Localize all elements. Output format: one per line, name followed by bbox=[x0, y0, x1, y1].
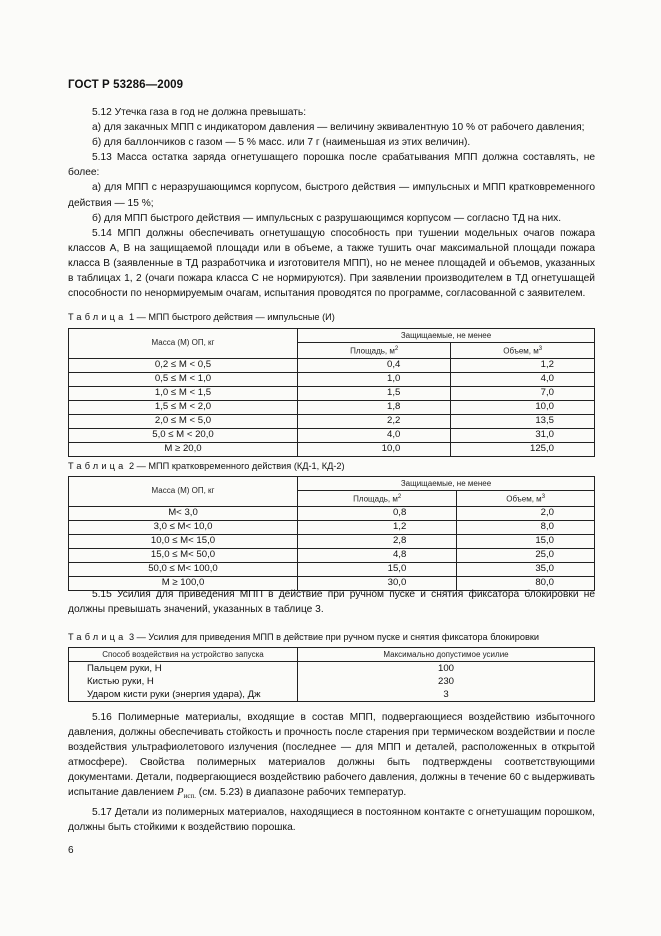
table1 bbox=[68, 328, 595, 457]
table1-row bbox=[69, 386, 595, 400]
table1-cell-mass: 0,2 ≤ М < 0,5 bbox=[69, 358, 298, 372]
table1-cell-volume: 1,2 bbox=[451, 358, 595, 372]
table1-cell-area: 0,4 bbox=[298, 358, 451, 372]
table2-header-area: Площадь, $м^2$ bbox=[298, 491, 457, 507]
table1-cell-volume: 7,0 bbox=[451, 386, 595, 400]
table1-cell-volume: 10,0 bbox=[451, 400, 595, 414]
table2-cell-area: 2,8 bbox=[298, 534, 457, 548]
table2-cell-mass: 15,0 ≤ М< 50,0 bbox=[69, 548, 298, 562]
para-5-12-b: б) для баллончиков с газом — 5 % масс. или 7 г (наименьшая из этих величин). bbox=[92, 137, 471, 149]
table2-row bbox=[69, 548, 595, 562]
table1-header-volume: Объем, $м^3$ bbox=[451, 343, 595, 359]
para-5-14: 5.14 МПП должны обеспечивать огнетушащую способность при тушении модельных очагов пожара классов А, В на защищаемой площади или в объеме, а также тушить очаг максимальной площади пожара класса В (заявленные в ТД разработчика и изготовителя МПП), но не менее площадей и объемов, указанных в таблицах 1, 2 (очаги пожара класса С не нормируются). При заявлении производителем в ТД огнетушащей способности по ненормируемым очагам, испытания проводятся по программе, согласованной с заявителем. bbox=[68, 227, 595, 300]
table2-cell-volume: 15,0 bbox=[457, 534, 595, 548]
table2-header-group: Защищаемые, не менее bbox=[298, 477, 595, 491]
table2-cell-volume: 2,0 bbox=[457, 506, 595, 520]
table1-cell-mass: 1,5 ≤ М < 2,0 bbox=[69, 400, 298, 414]
table3-cell-method: Ударом кисти руки (энергия удара), Дж bbox=[69, 688, 298, 702]
table2-cell-volume: 35,0 bbox=[457, 562, 595, 576]
table2-header-mass: Масса (М) ОП, кг bbox=[69, 477, 298, 507]
page-number: 6 bbox=[68, 845, 74, 856]
pressure-symbol: $P_{исп.}$ bbox=[176, 786, 196, 801]
table3-cell-method: Кистью руки, Н bbox=[69, 675, 298, 688]
table1-header-mass: Масса (М) ОП, кг bbox=[69, 329, 298, 359]
table2-row bbox=[69, 520, 595, 534]
table2-cell-area: 4,8 bbox=[298, 548, 457, 562]
para-5-17: 5.17 Детали из полимерных материалов, находящиеся в постоянном контакте с огнетушащим порошком, должны быть стойкими к воздействию порошка. bbox=[68, 806, 595, 833]
table3 bbox=[68, 647, 595, 702]
table2-cell-mass: 10,0 ≤ М< 15,0 bbox=[69, 534, 298, 548]
table1-row bbox=[69, 414, 595, 428]
table2-caption-word: Таблица bbox=[68, 461, 127, 471]
table3-row bbox=[69, 675, 595, 688]
para-5-13-intro: 5.13 Масса остатка заряда огнетушащего порошка после срабатывания МПП должна составлять, не более: bbox=[68, 152, 595, 179]
table1-row bbox=[69, 400, 595, 414]
table2-cell-mass: М< 3,0 bbox=[69, 506, 298, 520]
table2-cell-area: 30,0 bbox=[298, 576, 457, 590]
table2-cell-volume: 25,0 bbox=[457, 548, 595, 562]
table1-cell-area: 1,0 bbox=[298, 372, 451, 386]
table2-cell-area: 1,2 bbox=[298, 520, 457, 534]
table2-row bbox=[69, 506, 595, 520]
table2-caption-title: 2 — МПП кратковременного действия (КД-1, КД-2) bbox=[129, 461, 345, 471]
table2-cell-area: 15,0 bbox=[298, 562, 457, 576]
table2-cell-mass: 50,0 ≤ М< 100,0 bbox=[69, 562, 298, 576]
table1-cell-mass: 5,0 ≤ М < 20,0 bbox=[69, 428, 298, 442]
table2-caption bbox=[68, 461, 345, 471]
table1-cell-area: 10,0 bbox=[298, 442, 451, 456]
table1-caption bbox=[68, 312, 335, 322]
table1-cell-area: 1,8 bbox=[298, 400, 451, 414]
table1-cell-mass: 1,0 ≤ М < 1,5 bbox=[69, 386, 298, 400]
table2-cell-mass: М ≥ 100,0 bbox=[69, 576, 298, 590]
table1-cell-volume: 13,5 bbox=[451, 414, 595, 428]
table3-cell-method: Пальцем руки, Н bbox=[69, 662, 298, 676]
table2-row bbox=[69, 534, 595, 548]
para-5-16: 5.16 Полимерные материалы, входящие в состав МПП, подвергающиеся воздействию избыточного давления, должны обеспечивать стойкость и прочность после старения при термическом воздействии и после воздействия ультрафиолетового излучения (последнее — для МПП и деталей, расположенных в открытой атмосфере). Свойства полимерных материалов должны быть подтверждены соответствующими документами. Детали, подвергающиеся воздействию рабочего давления, должны в течение 60 с выдерживать испытание давлением $P_{исп.}$ (см. 5.23) в диапазоне рабочих температур. bbox=[68, 712, 595, 801]
table2-cell-volume: 8,0 bbox=[457, 520, 595, 534]
table3-row bbox=[69, 662, 595, 676]
document-header: ГОСТ Р 53286—2009 bbox=[68, 79, 184, 91]
para-5-13-a: а) для МПП с неразрушающимся корпусом, быстрого действия — импульсных и МПП кратковременного действия — 15 %; bbox=[68, 182, 595, 209]
table3-caption-word: Таблица bbox=[68, 632, 127, 642]
section-5-12-5-14 bbox=[68, 105, 595, 301]
table3-cell-force: 100 bbox=[298, 662, 595, 676]
table1-header-group: Защищаемые, не менее bbox=[298, 329, 595, 343]
table3-cell-force: 3 bbox=[298, 688, 595, 702]
table1-caption-word: Таблица bbox=[68, 312, 127, 322]
section-5-16-5-17 bbox=[68, 710, 595, 835]
table2-cell-mass: 3,0 ≤ М< 10,0 bbox=[69, 520, 298, 534]
table1-cell-volume: 31,0 bbox=[451, 428, 595, 442]
table3-caption-title: 3 — Усилия для приведения МПП в действие при ручном пуске и снятия фиксатора блокировки bbox=[129, 632, 540, 642]
table2 bbox=[68, 476, 595, 591]
table2-cell-area: 0,8 bbox=[298, 506, 457, 520]
table1-caption-title: 1 — МПП быстрого действия — импульсные (И) bbox=[129, 312, 335, 322]
table1-cell-area: 2,2 bbox=[298, 414, 451, 428]
table1-cell-mass: 2,0 ≤ М < 5,0 bbox=[69, 414, 298, 428]
table1-row bbox=[69, 428, 595, 442]
para-5-12-intro: 5.12 Утечка газа в год не должна превышать: bbox=[92, 107, 307, 118]
table1-row bbox=[69, 372, 595, 386]
para-5-15: 5.15 Усилия для приведения МПП в действие при ручном пуске и снятия фиксатора блокировки не должны превышать значений, указанных в таблице 3. bbox=[68, 589, 595, 616]
table3-cell-force: 230 bbox=[298, 675, 595, 688]
table1-cell-volume: 4,0 bbox=[451, 372, 595, 386]
table1-row bbox=[69, 442, 595, 456]
table1-cell-mass: М ≥ 20,0 bbox=[69, 442, 298, 456]
table3-row bbox=[69, 688, 595, 702]
table2-header-volume: Объем, $м^3$ bbox=[457, 491, 595, 507]
table3-caption bbox=[68, 632, 539, 642]
table3-header-method: Способ воздействия на устройство запуска bbox=[69, 648, 298, 662]
table3-header-force: Максимально допустимое усилие bbox=[298, 648, 595, 662]
para-5-12-a: а) для закачных МПП с индикатором давления — величину эквивалентную 10 % от рабочего давления; bbox=[92, 122, 585, 134]
table2-row bbox=[69, 562, 595, 576]
table1-cell-area: 1,5 bbox=[298, 386, 451, 400]
table1-cell-volume: 125,0 bbox=[451, 442, 595, 456]
table1-cell-area: 4,0 bbox=[298, 428, 451, 442]
para-5-13-b: б) для МПП быстрого действия — импульсных с разрушающимся корпусом — согласно ТД на них. bbox=[92, 212, 562, 224]
table2-cell-volume: 80,0 bbox=[457, 576, 595, 590]
table1-header-area: Площадь, $м^2$ bbox=[298, 343, 451, 359]
table1-row bbox=[69, 358, 595, 372]
section-5-15 bbox=[68, 587, 595, 617]
table1-cell-mass: 0,5 ≤ М < 1,0 bbox=[69, 372, 298, 386]
